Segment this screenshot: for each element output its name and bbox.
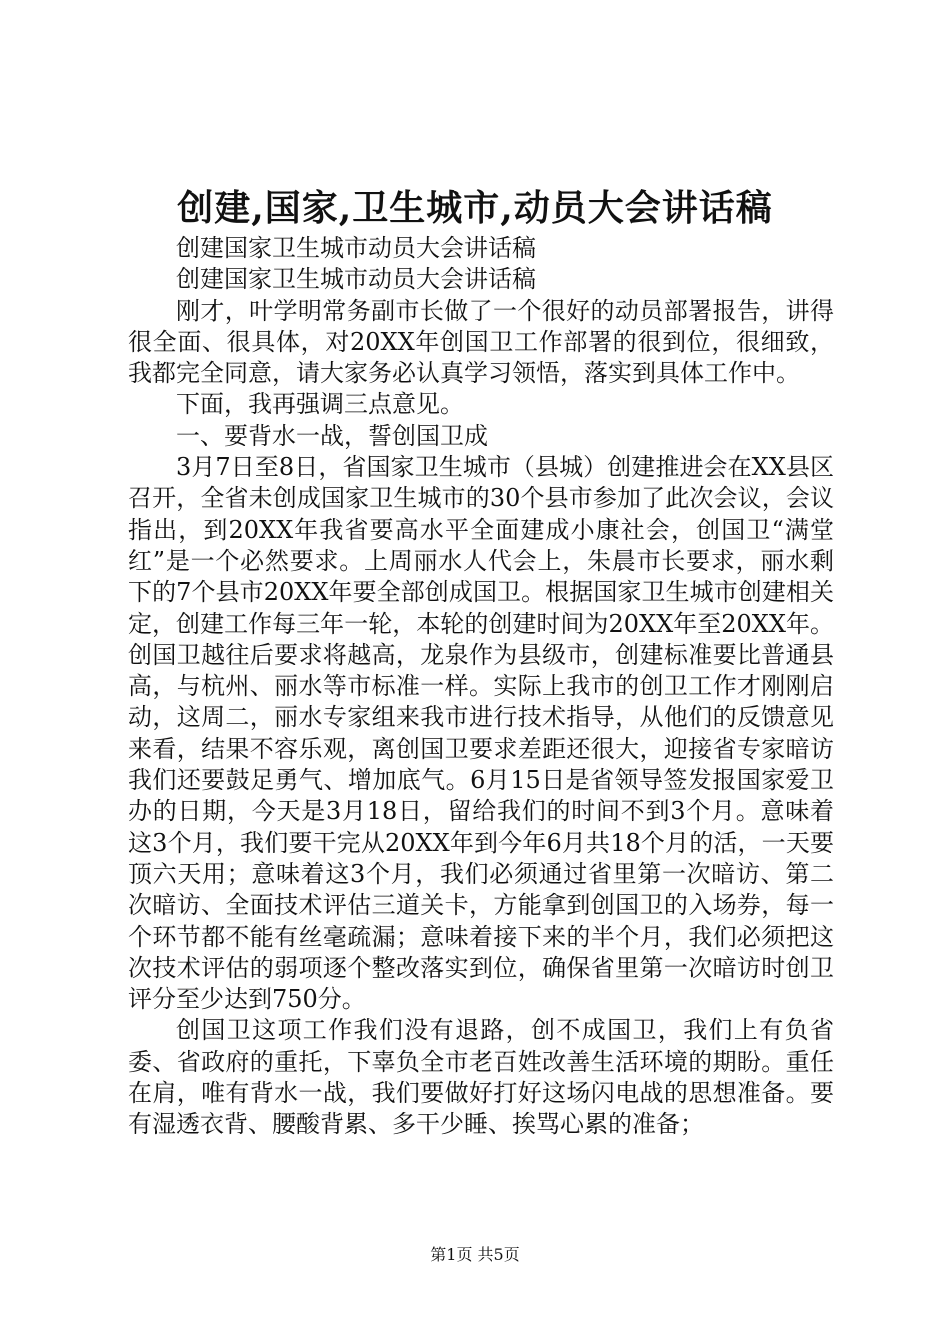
body-paragraph: 3月7日至8日，省国家卫生城市（县城）创建推进会在XX县区召开，全省未创成国家卫生城市的30个县市参加了此次会议，会议指出，到20XX年我省要高水平全面建成小康社会，创国卫“满堂红”是一个必然要求。上周丽水人代会上，朱晨市长要求，丽水剩下的7个县市20XX年要全部创成国卫。根据国家卫生城市创建相关定，创建工作每三年一轮，本轮的创建时间为20XX年至20XX年。创国卫越往后要求将越高，龙泉作为县级市，创建标准要比普通县高，与杭州、丽水等市标准一样。实际上我市的创卫工作才刚刚启动，这周二，丽水专家组来我市进行技术指导，从他们的反馈意见来看，结果不容乐观，离创国卫要求差距还很大，迎接省专家暗访我们还要鼓足勇气、增加底气。6月15日是省领导签发报国家爱卫办的日期，今天是3月18日，留给我们的时间不到3个月。意味着这3个月，我们要干完从20XX年到今年6月共18个月的活，一天要顶六天用；意味着这3个月，我们必须通过省里第一次暗访、第二次暗访、全面技术评估三道关卡，方能拿到创国卫的入场券，每一个环节都不能有丝毫疏漏；意味着接下来的半个月，我们必须把这次技术评估的弱项逐个整改落实到位，确保省里第一次暗访时创卫评分至少达到750分。 — [128, 453, 834, 1014]
body-paragraph: 刚才，叶学明常务副市长做了一个很好的动员部署报告，讲得很全面、很具体，对20XX年创国卫工作部署的很到位，很细致，我都完全同意，请大家务必认真学习领悟，落实到具体工作中。 — [128, 296, 834, 388]
section-heading: 一、要背水一战，誓创国卫成 — [176, 421, 488, 450]
body-paragraph: 创建国家卫生城市动员大会讲话稿 — [176, 234, 536, 262]
body-paragraph: 下面，我再强调三点意见。 — [176, 390, 464, 419]
body-paragraph: 创国卫这项工作我们没有退路，创不成国卫，我们上有负省委、省政府的重托，下辜负全市老百姓改善生活环境的期盼。重任在肩，唯有背水一战，我们要做好打好这场闪电战的思想准备。要有湿透衣背、腰酸背累、多干少睡、挨骂心累的准备； — [128, 1016, 834, 1139]
document-title: 创建,国家,卫生城市,动员大会讲话稿 — [177, 187, 773, 229]
page-number-footer: 第1页 共5页 — [430, 1245, 520, 1264]
body-paragraph: 创建国家卫生城市动员大会讲话稿 — [176, 265, 536, 294]
document-body — [128, 233, 834, 1141]
